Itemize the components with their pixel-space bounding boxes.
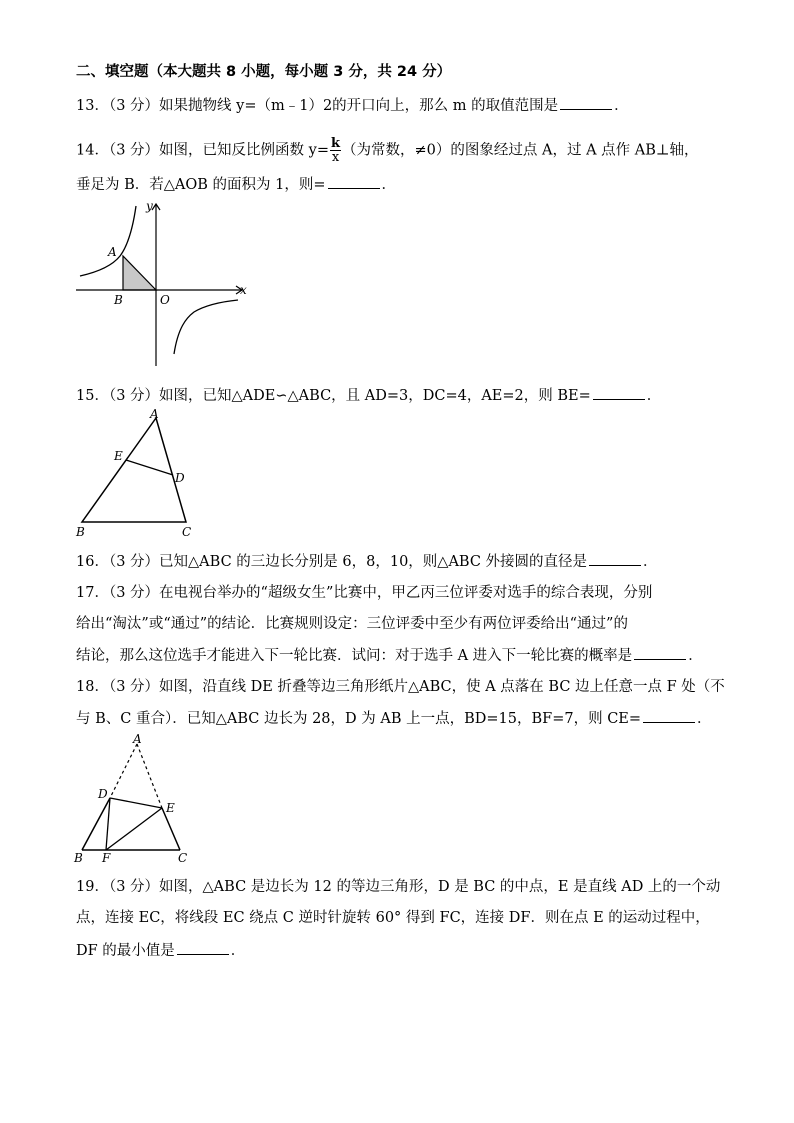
- q14-frac-numerator: k: [330, 136, 340, 151]
- q14-label-x: x: [240, 283, 247, 297]
- question-18-line1: 18．（3 分）如图，沿直线 DE 折叠等边三角形纸片△ABC，使 A 点落在 BC 边上任意一点 F 处（不: [76, 679, 725, 695]
- q16-answer-blank[interactable]: [589, 551, 641, 566]
- q18-label-F: F: [102, 851, 111, 865]
- q14-line2: 垂足为 B．若△AOB 的面积为 1，则=: [76, 177, 326, 193]
- q15-label-D: D: [175, 471, 185, 485]
- q18-line2-text: 与 B、C 重合）．已知△ABC 边长为 28，D 为 AB 上一点，BD=15，BF=7，则 CE=: [76, 711, 642, 727]
- q15-label-B: B: [76, 525, 85, 539]
- section-heading: 二、填空题（本大题共 8 小题，每小题 3 分，共 24 分）: [76, 64, 452, 80]
- q14-fraction: [330, 137, 341, 164]
- q18-label-B: B: [74, 851, 83, 865]
- q15-text: 15．（3 分）如图，已知△ADE∽△ABC，且 AD=3，DC=4，AE=2，则 BE=: [76, 388, 591, 404]
- q18-folding-figure: [72, 732, 197, 867]
- q14-text-before: 14．（3 分）如图，已知反比例函数 y=: [76, 142, 329, 159]
- q18-label-C: C: [178, 851, 188, 865]
- q15-label-E: E: [114, 449, 123, 463]
- question-15: [76, 385, 661, 406]
- q18-label-E: E: [166, 801, 175, 815]
- q13-text: 13．（3 分）如果抛物线 y=（m﹣1）2的开口向上，那么 m 的取值范围是: [76, 98, 559, 114]
- question-19-line1: 19．（3 分）如图，△ABC 是边长为 12 的等边三角形，D 是 BC 的中点，E 是直线 AD 上的一个动: [76, 879, 721, 895]
- question-17-line1: 17．（3 分）在电视台举办的“超级女生”比赛中，甲乙丙三位评委对选手的综合表现，分别: [76, 585, 653, 601]
- question-17-line3: [76, 645, 703, 666]
- q18-label-A: A: [133, 732, 142, 746]
- question-14-line2: [76, 174, 396, 195]
- q18-answer-blank[interactable]: [643, 708, 695, 723]
- q14-hyperbola-figure: [70, 198, 260, 370]
- q16-end: ．: [643, 554, 658, 570]
- q18-dashed-AE: [137, 744, 162, 808]
- question-14: [76, 137, 699, 164]
- q14-label-O: O: [160, 293, 170, 307]
- q14-label-y: y: [146, 199, 153, 213]
- q19-line3-text: DF 的最小值是: [76, 943, 175, 959]
- q18-dashed-AD: [110, 744, 137, 798]
- q14-shaded-triangle: [123, 256, 156, 290]
- question-16: [76, 551, 658, 572]
- q17-answer-blank[interactable]: [634, 645, 686, 660]
- q14-label-B: B: [114, 293, 123, 307]
- question-18-line2: [76, 708, 712, 729]
- q13-answer-blank[interactable]: [560, 95, 612, 110]
- question-17-line2: 给出“淘汰”或“通过”的结论．比赛规则设定：三位评委中至少有两位评委给出“通过”的: [76, 616, 628, 632]
- q15-label-A: A: [150, 407, 159, 421]
- q19-answer-blank[interactable]: [177, 940, 229, 955]
- q14-hyperbola-branch-lower: [174, 300, 238, 354]
- q14-answer-blank[interactable]: [328, 174, 380, 189]
- q15-end: ．: [646, 388, 662, 404]
- q14-end: ．: [381, 177, 397, 193]
- q19-end: ．: [230, 943, 246, 959]
- q16-text: 16．（3 分）已知△ABC 的三边长分别是 6，8，10，则△ABC 外接圆的直径是: [76, 554, 588, 570]
- q15-segment-ED: [126, 460, 173, 475]
- q17-end: ．: [688, 648, 703, 664]
- q18-segment-EF: [106, 808, 162, 850]
- q17-line3-text: 结论，那么这位选手才能进入下一轮比赛．试问：对于选手 A 进入下一轮比赛的概率是: [76, 648, 633, 664]
- question-19-line2: 点，连接 EC，将线段 EC 绕点 C 逆时针旋转 60° 得到 FC，连接 DF．则在点 E 的运动过程中，: [76, 910, 710, 926]
- q14-text-after: （为常数，≠0）的图象经过点 A，过 A 点作 AB⊥轴，: [342, 142, 699, 159]
- q14-label-A: A: [108, 245, 117, 259]
- q14-frac-denominator: x: [331, 150, 340, 165]
- q18-edge-DB: [82, 798, 110, 850]
- question-19-line3: [76, 940, 245, 961]
- question-13: [76, 95, 629, 116]
- q15-triangle-figure: [72, 408, 202, 538]
- q13-end: ．: [614, 98, 629, 114]
- q15-answer-blank[interactable]: [593, 385, 645, 400]
- q18-end: ．: [697, 711, 712, 727]
- q18-label-D: D: [98, 787, 108, 801]
- q15-label-C: C: [182, 525, 192, 539]
- q18-fold-DE: [110, 798, 162, 808]
- q15-triangle-ABC: [82, 418, 186, 522]
